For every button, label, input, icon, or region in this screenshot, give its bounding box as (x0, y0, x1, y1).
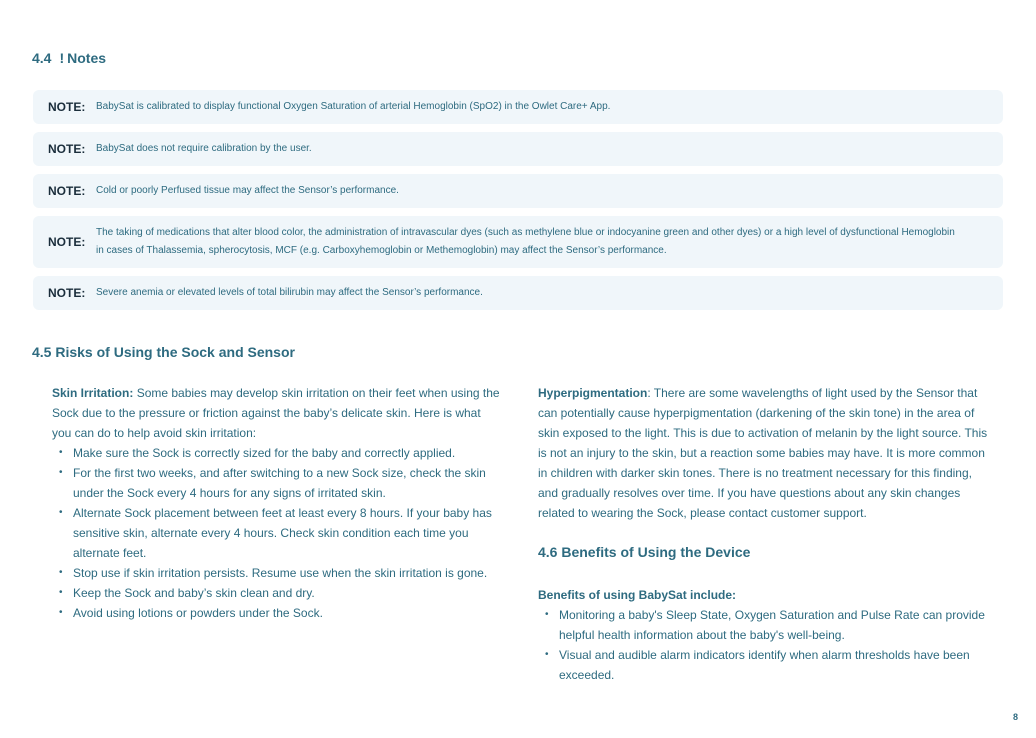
exclamation-icon: ! (59, 50, 65, 66)
note-label: NOTE: (48, 184, 86, 198)
note-label: NOTE: (48, 142, 86, 156)
benefits-list (538, 605, 988, 685)
page-number: 8 (1012, 712, 1018, 722)
hyperpigmentation-body: : There are some wavelengths of light used by the Sensor that can potentially cause hyperpigmentation (darkening of the skin tone) in the area of skin exposed to the light. This is due to activation of melanin by the light source. This is not an injury to the skin, but a reaction some babies may have. It is more common in children with darker skin tones. There is no treatment necessary for this finding, and gradually resolves over time. If you have questions about any skin changes related to wearing the Sock, please contact customer support. (538, 386, 988, 520)
section-title: Benefits of Using the Device (561, 544, 751, 560)
section-4-5-heading (32, 344, 295, 360)
note-label: NOTE: (48, 286, 86, 300)
list-item: • Alternate Sock placement between feet at least every 8 hours. If your baby has sensitive skin, alternate every 4 hours. Check skin condition each time you alternate feet. (52, 503, 502, 563)
note-label: NOTE: (48, 235, 86, 249)
skin-irritation-paragraph (52, 383, 502, 443)
section-title: Notes (67, 50, 107, 66)
skin-irritation-heading: Skin Irritation: (52, 386, 134, 400)
section-4-4-heading (32, 50, 106, 66)
note-text: BabySat does not require calibration by the user. (96, 143, 312, 154)
hyperpigmentation-paragraph (538, 383, 988, 523)
note-box (33, 132, 1003, 166)
note-text: Severe anemia or elevated levels of total bilirubin may affect the Sensor’s performance. (96, 287, 483, 298)
benefits-heading: Benefits of using BabySat include: (538, 588, 737, 602)
list-item: • Monitoring a baby's Sleep State, Oxygen Saturation and Pulse Rate can provide helpful health information about the baby's well-being. (538, 605, 988, 645)
skin-irritation-column (52, 383, 502, 623)
list-item: • Visual and audible alarm indicators identify when alarm thresholds have been exceeded. (538, 645, 988, 685)
list-item: • For the first two weeks, and after switching to a new Sock size, check the skin under the Sock every 4 hours for any signs of irritated skin. (52, 463, 502, 503)
note-text: The taking of medications that alter blood color, the administration of intravascular dyes (such as methylene blue or indocyanine green and other dyes) or a high level of dysfunctional Hemoglobin in cases of Thalassemia, spherocytosis, MCF (e.g. Carboxyhemoglobin or Methemoglobin) may affect the Sensor’s performance. (96, 227, 955, 256)
right-column (538, 383, 988, 685)
note-box (33, 216, 1003, 268)
list-item: • Keep the Sock and baby’s skin clean and dry. (52, 583, 502, 603)
section-number: 4.4 (32, 50, 52, 66)
section-title: Risks of Using the Sock and Sensor (55, 344, 295, 360)
note-text: Cold or poorly Perfused tissue may affect the Sensor’s performance. (96, 185, 399, 196)
benefits-paragraph (538, 585, 988, 605)
hyperpigmentation-heading: Hyperpigmentation (538, 386, 648, 400)
note-box (33, 276, 1003, 310)
section-number: 4.6 (538, 544, 558, 560)
list-item: • Avoid using lotions or powders under the Sock. (52, 603, 502, 623)
note-text: BabySat is calibrated to display functional Oxygen Saturation of arterial Hemoglobin (SpO2) in the Owlet Care+ App. (96, 101, 611, 112)
note-label: NOTE: (48, 100, 86, 114)
list-item: • Make sure the Sock is correctly sized for the baby and correctly applied. (52, 443, 502, 463)
skin-irritation-intro: Some babies may develop skin irritation on their feet when using the Sock due to the pressure or friction against the baby’s delicate skin. Here is what you can do to help avoid skin irritation: (52, 386, 500, 440)
note-box (33, 90, 1003, 124)
list-item: • Stop use if skin irritation persists. Resume use when the skin irritation is gone. (52, 563, 502, 583)
skin-irritation-list (52, 443, 502, 623)
note-box (33, 174, 1003, 208)
section-4-6-heading (538, 542, 988, 562)
section-number: 4.5 (32, 344, 52, 360)
